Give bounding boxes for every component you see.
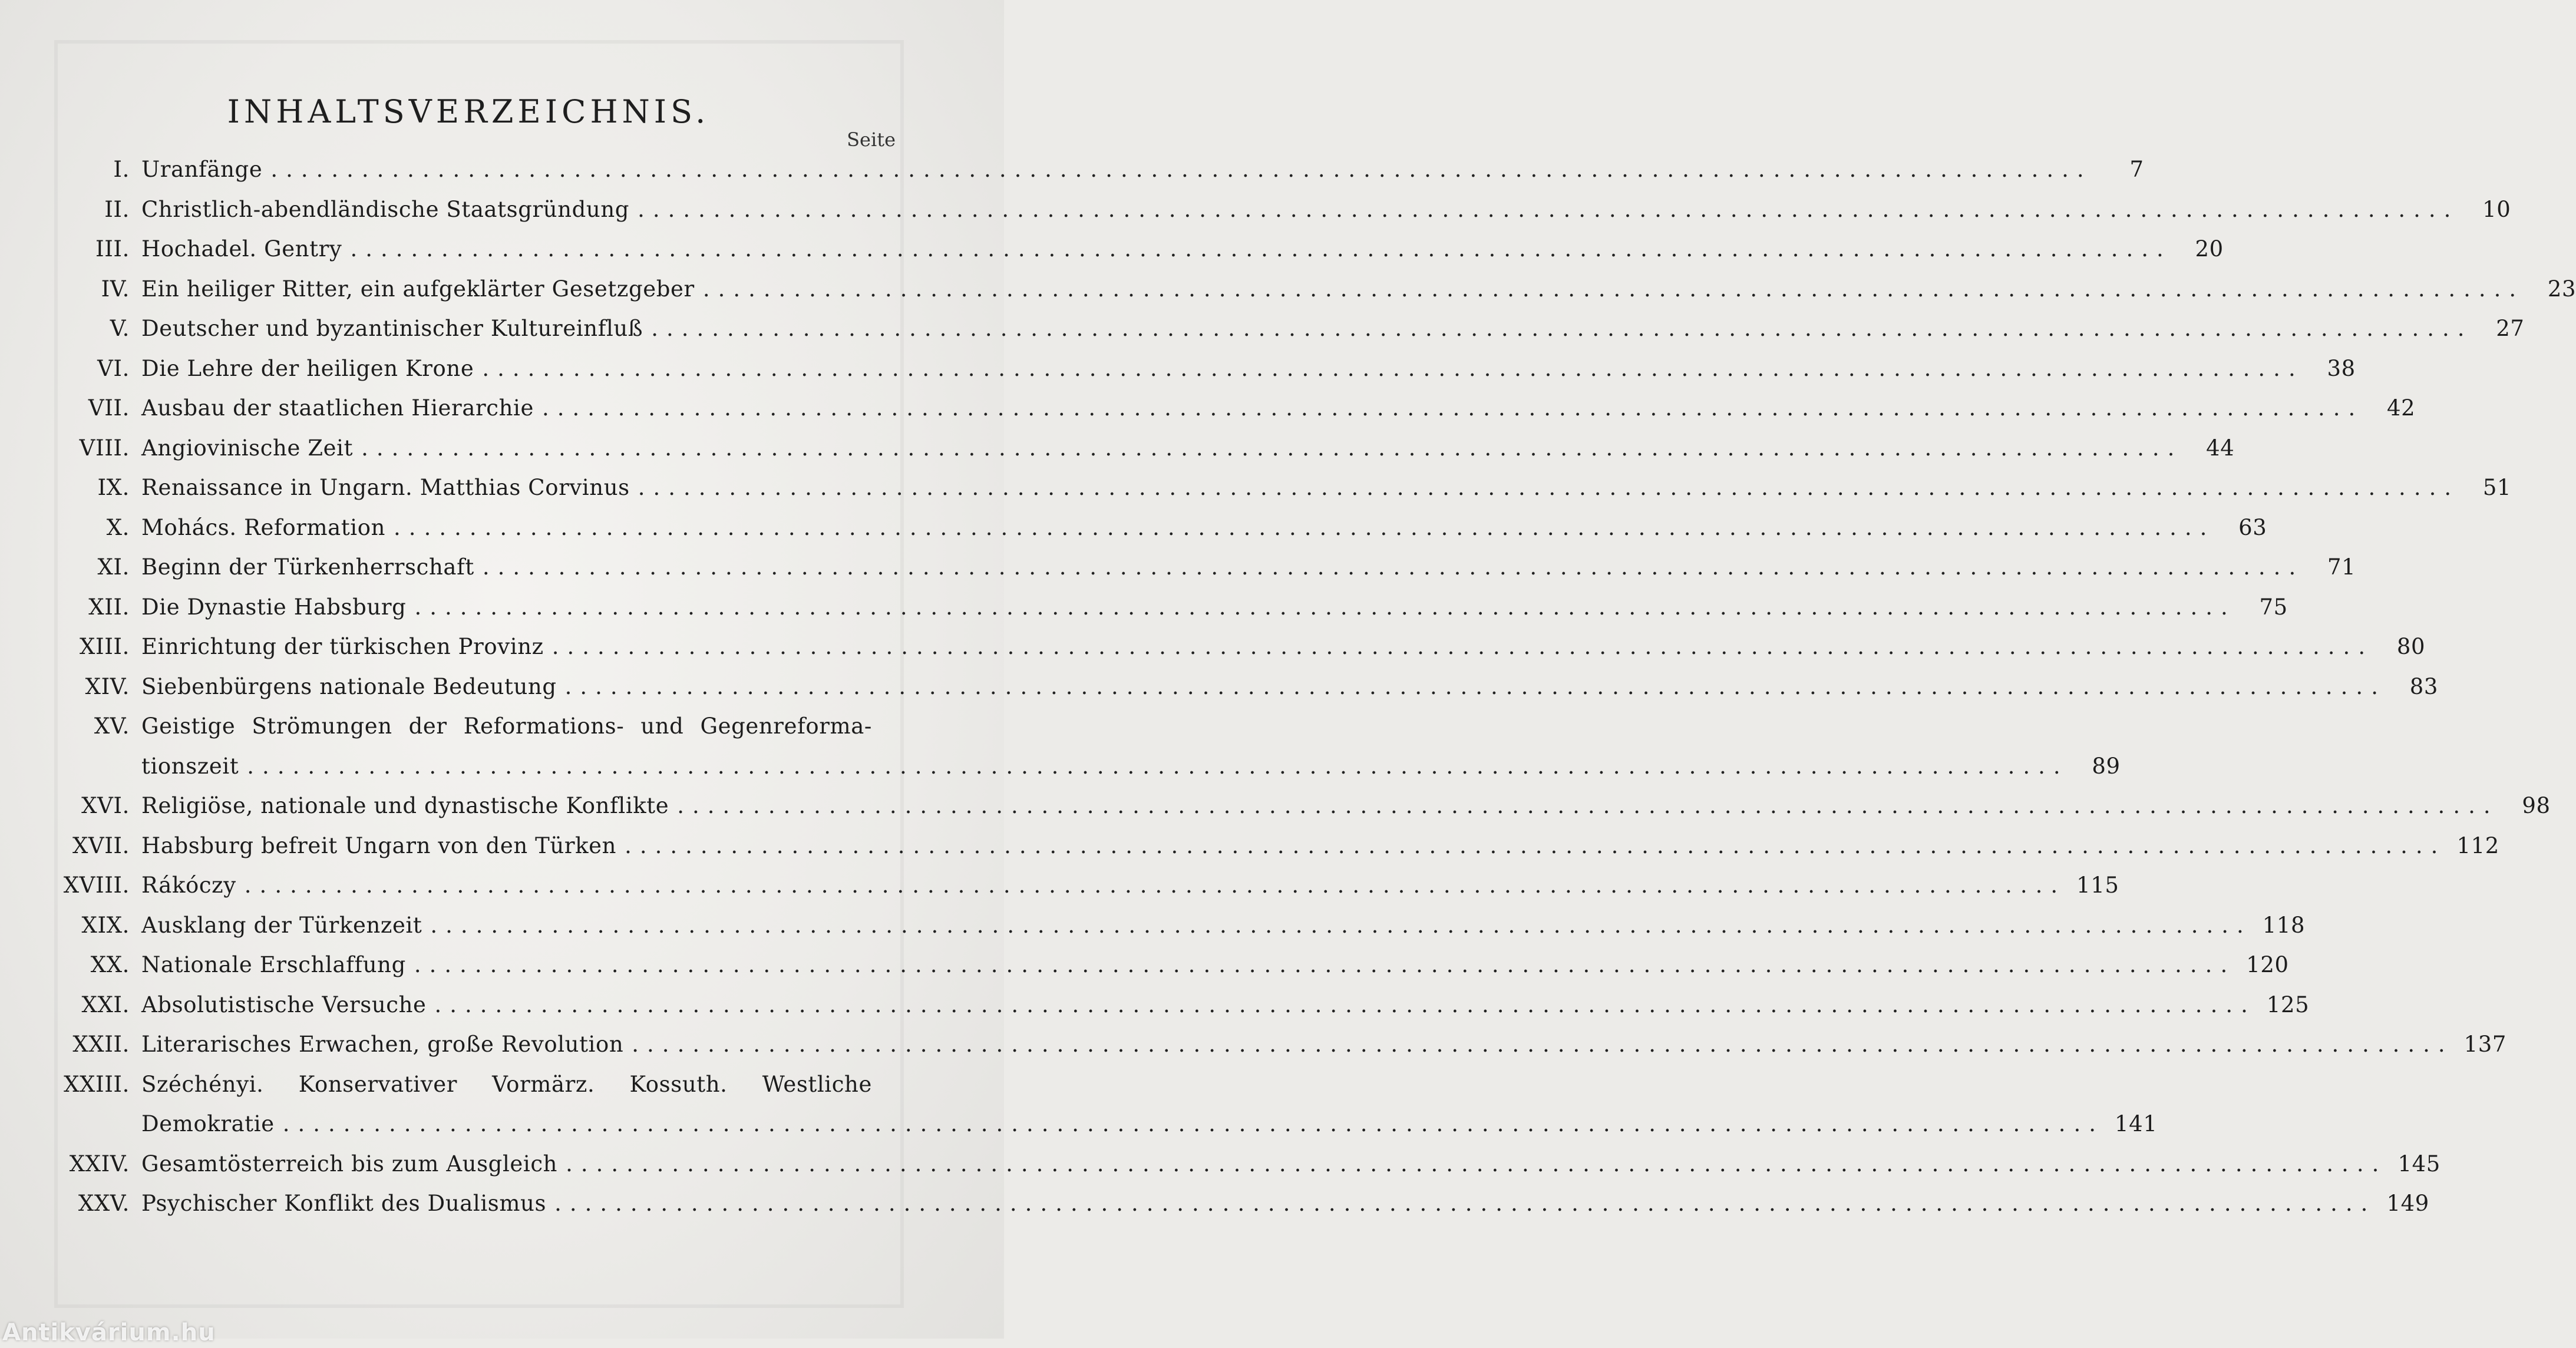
page-number: 149 [2386, 1191, 2429, 1216]
leader-dots: ........................................................................................................................ [350, 236, 2172, 262]
chapter-number: XVII. [72, 832, 130, 858]
chapter-number: XI. [97, 554, 130, 580]
chapter-title: Hochadel. Gentry [141, 236, 342, 262]
toc-entry [0, 1185, 2429, 1223]
leader-dots: ........................................................................................................................ [482, 355, 2304, 381]
leader-dots: ........................................................................................................................ [270, 157, 2092, 182]
chapter-title: Ausbau der staatlichen Hierarchie [141, 395, 534, 421]
chapter-number: XXI. [81, 992, 130, 1017]
leader-dots: ........................................................................................................................ [638, 475, 2460, 500]
toc-entry [0, 469, 2512, 507]
chapter-title: Angiovinische Zeit [141, 435, 354, 461]
chapter-number: XIX. [81, 912, 130, 938]
page-number: 44 [2206, 435, 2235, 461]
toc-entry [0, 270, 2576, 308]
toc-entry [0, 867, 2119, 904]
chapter-number: XXII. [72, 1032, 130, 1057]
chapter-number: XII. [88, 594, 130, 620]
chapter-number: IX. [97, 475, 130, 500]
page-number: 42 [2387, 395, 2416, 421]
page-number: 71 [2327, 554, 2356, 580]
chapter-number: VI. [97, 355, 130, 381]
chapter-number: VIII. [79, 435, 130, 461]
leader-dots: ........................................................................................................................ [414, 594, 2236, 620]
leader-dots: ........................................................................................................................ [394, 514, 2215, 540]
page-number: 23 [2547, 276, 2576, 302]
page-number: 112 [2456, 832, 2499, 858]
chapter-title: Beginn der Türkenherrschaft [141, 554, 474, 580]
chapter-number: XXV. [78, 1191, 130, 1216]
toc-entry-continuation [0, 1105, 2158, 1143]
leader-dots: ........................................................................................................................ [414, 952, 2236, 977]
page-number: 145 [2397, 1151, 2440, 1177]
page-number: 38 [2327, 355, 2356, 381]
chapter-title: Psychischer Konflikt des Dualismus [141, 1191, 547, 1216]
chapter-title: Mohács. Reformation [141, 514, 386, 540]
toc-entry [0, 429, 2235, 467]
toc-entry [0, 946, 2289, 984]
toc-entry [0, 549, 2356, 586]
page-number: 118 [2262, 912, 2306, 938]
chapter-number: I. [113, 157, 130, 182]
page-number: 115 [2076, 873, 2119, 898]
chapter-title: Habsburg befreit Ungarn von den Türken [141, 832, 617, 858]
toc-entry [0, 1145, 2440, 1183]
toc-entry [0, 310, 2525, 348]
chapter-title: Gesamtösterreich bis zum Ausgleich [141, 1151, 558, 1177]
page-number: 125 [2266, 992, 2310, 1017]
page-number: 83 [2409, 673, 2438, 699]
chapter-title: Siebenbürgens nationale Bedeutung [141, 673, 557, 699]
chapter-title: Die Dynastie Habsburg [141, 594, 407, 620]
chapter-title-continuation: tionszeit [141, 753, 239, 779]
leader-dots: ........................................................................................................................ [282, 1111, 2105, 1136]
leader-dots: ........................................................................................................................ [541, 395, 2364, 421]
chapter-title: Christlich-abendländische Staatsgründung [141, 196, 630, 222]
chapter-title: Ausklang der Türkenzeit [141, 912, 422, 938]
chapter-title: Die Lehre der heiligen Krone [141, 355, 474, 381]
leader-dots: ........................................................................................................................ [564, 673, 2386, 699]
toc-entry [0, 1066, 896, 1103]
leader-dots: ........................................................................................................................ [677, 793, 2499, 818]
chapter-title: Einrichtung der türkischen Provinz [141, 634, 544, 659]
chapter-title: Renaissance in Ungarn. Matthias Corvinus [141, 475, 630, 500]
chapter-number: XIV. [85, 673, 130, 699]
leader-dots: ........................................................................................................................ [482, 554, 2304, 580]
chapter-title: Ein heiliger Ritter, ein aufgeklärter Gesetzgeber [141, 276, 695, 302]
page-number: 89 [2092, 753, 2121, 779]
chapter-title: Széchényi. Konservativer Vormärz. Kossuth. Westliche [141, 1071, 872, 1097]
toc-entry [0, 350, 2356, 388]
chapter-number: XXIV. [69, 1151, 130, 1177]
leader-dots: ........................................................................................................................ [247, 753, 2069, 779]
page-title: INHALTSVERZEICHNIS. [227, 93, 710, 130]
chapter-title-continuation: Demokratie [141, 1111, 275, 1136]
watermark: Antikvárium.hu [2, 1319, 216, 1346]
page-number: 80 [2396, 634, 2426, 659]
chapter-number: XXIII. [64, 1071, 130, 1097]
toc-entry [0, 628, 2426, 666]
chapter-title: Geistige Strömungen der Reformations- und Gegenreforma- [141, 713, 872, 739]
chapter-title: Nationale Erschlaffung [141, 952, 406, 977]
chapter-number: VII. [88, 395, 130, 421]
page-number: 10 [2482, 196, 2511, 222]
chapter-number: II. [104, 196, 130, 222]
toc-entry [0, 509, 2267, 547]
leader-dots: ........................................................................................................................ [244, 873, 2066, 898]
page-number: 75 [2259, 594, 2288, 620]
chapter-number: X. [106, 514, 130, 540]
toc-entry [0, 986, 2310, 1024]
toc-entry [0, 708, 896, 745]
toc-entry [0, 787, 2551, 825]
toc-entry [0, 589, 2288, 626]
leader-dots: ........................................................................................................................ [554, 1191, 2376, 1216]
toc-entry [0, 1026, 2507, 1063]
leader-dots: ........................................................................................................................ [632, 1032, 2453, 1057]
chapter-number: XIII. [80, 634, 130, 659]
leader-dots: ........................................................................................................................ [566, 1151, 2387, 1177]
page-number: 51 [2482, 475, 2512, 500]
toc-entry [0, 668, 2438, 706]
chapter-number: XX. [90, 952, 130, 977]
chapter-title: Literarisches Erwachen, große Revolution [141, 1032, 624, 1057]
chapter-title: Uranfänge [141, 157, 263, 182]
leader-dots: ........................................................................................................................ [638, 196, 2459, 222]
chapter-title: Deutscher und byzantinischer Kultureinfluß [141, 316, 643, 341]
chapter-number: XVIII. [63, 873, 130, 898]
leader-dots: ........................................................................................................................ [434, 992, 2256, 1017]
toc-entry-continuation [0, 748, 2121, 785]
toc-entry [0, 827, 2499, 865]
chapter-number: IV. [101, 276, 130, 302]
page-number: 63 [2238, 514, 2267, 540]
page-number: 7 [2129, 157, 2144, 182]
leader-dots: ........................................................................................................................ [702, 276, 2525, 302]
chapter-title: Rákóczy [141, 873, 236, 898]
page-number: 141 [2115, 1111, 2158, 1136]
page-number: 98 [2522, 793, 2551, 818]
page-number: 120 [2246, 952, 2289, 977]
leader-dots: ........................................................................................................................ [430, 912, 2252, 938]
chapter-number: V. [110, 316, 130, 341]
page-number: 137 [2463, 1032, 2507, 1057]
toc-entry [0, 230, 2224, 268]
chapter-number: XVI. [81, 793, 130, 818]
page-column-header: Seite [847, 128, 896, 151]
chapter-title: Religiöse, nationale und dynastische Konflikte [141, 793, 669, 818]
toc-entry [0, 389, 2416, 427]
page-number: 20 [2195, 236, 2224, 262]
chapter-number: III. [95, 236, 130, 262]
toc-entry [0, 191, 2511, 229]
leader-dots: ........................................................................................................................ [651, 316, 2473, 341]
toc-entry [0, 151, 2144, 189]
page-number: 27 [2496, 316, 2525, 341]
leader-dots: ........................................................................................................................ [551, 634, 2374, 659]
chapter-title: Absolutistische Versuche [141, 992, 427, 1017]
leader-dots: ........................................................................................................................ [361, 435, 2183, 461]
toc-entry [0, 907, 2306, 944]
chapter-number: XV. [94, 713, 130, 739]
leader-dots: ........................................................................................................................ [625, 832, 2446, 858]
